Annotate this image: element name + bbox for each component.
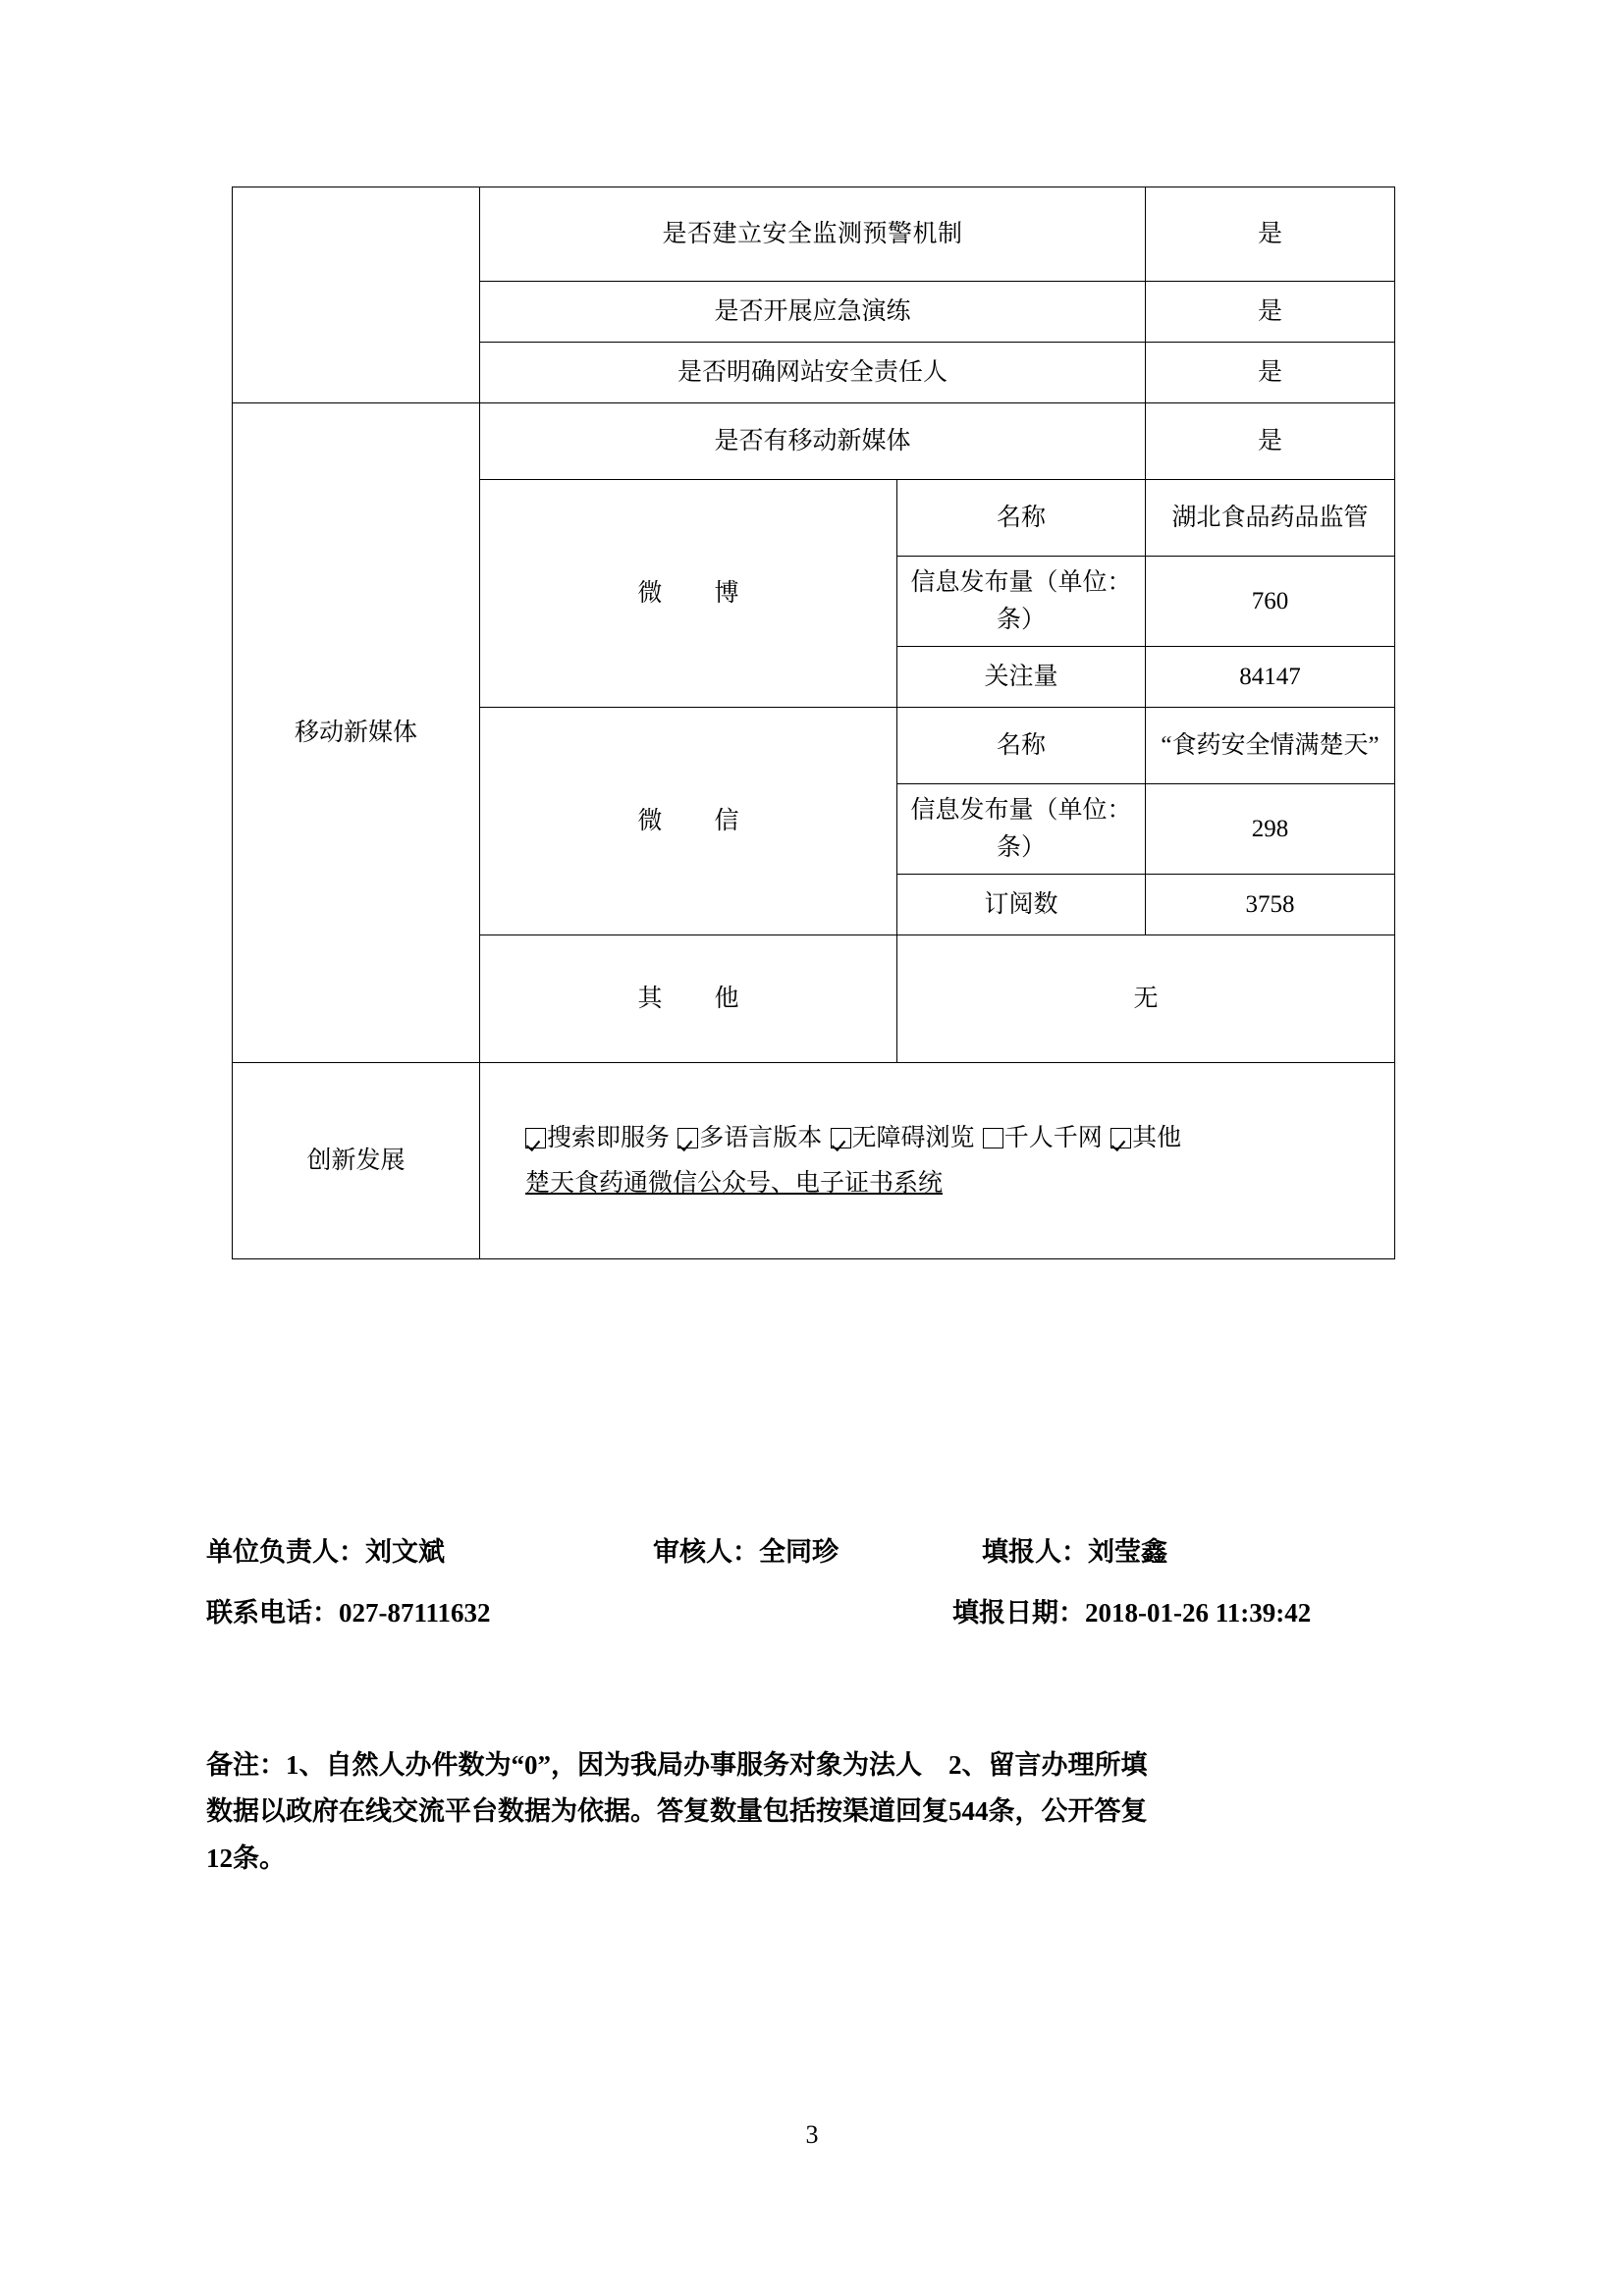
innovation-extra-text: 楚天食药通微信公众号、电子证书系统 (525, 1170, 944, 1198)
subsection-label-weibo: 微 博 (480, 480, 897, 708)
checkbox-other[interactable] (1110, 1128, 1131, 1148)
row-value-weibo-posts: 760 (1146, 557, 1395, 647)
signature-row-1 (206, 1531, 1434, 1592)
innovation-options-cell (480, 1063, 1395, 1259)
row-label-weixin-posts: 信息发布量（单位：条） (897, 784, 1146, 875)
subsection-label-weixin: 微 信 (480, 708, 897, 935)
section-label-mobile-media: 移动新媒体 (233, 403, 480, 1063)
report-form-container (232, 187, 1394, 1259)
section-label-innovation: 创新发展 (233, 1063, 480, 1259)
label-search-as-service: 搜索即服务 (547, 1125, 671, 1152)
row-value-security-warning-mechanism: 是 (1146, 187, 1395, 282)
row-label-weixin-subscribers: 订阅数 (897, 875, 1146, 935)
signature-block (206, 1531, 1434, 1653)
row-value-has-mobile-media: 是 (1146, 403, 1395, 480)
row-value-emergency-drill: 是 (1146, 282, 1395, 343)
checkbox-multi-language[interactable] (677, 1128, 698, 1148)
row-label-weixin-name: 名称 (897, 708, 1146, 784)
row-value-weixin-name: “食药安全情满楚天” (1146, 708, 1395, 784)
row-value-other-media: 无 (897, 935, 1395, 1063)
row-value-weibo-followers: 84147 (1146, 647, 1395, 708)
remark-block (206, 1742, 1414, 1882)
report-form-table (232, 187, 1395, 1259)
row-value-weibo-name: 湖北食品药品监管 (1146, 480, 1395, 557)
label-other: 其他 (1132, 1125, 1182, 1152)
row-label-weibo-name: 名称 (897, 480, 1146, 557)
unit-leader-field: 单位负责人：刘文斌 (206, 1537, 445, 1567)
row-label-security-officer: 是否明确网站安全责任人 (480, 343, 1146, 403)
table-row (233, 403, 1395, 480)
row-value-weixin-posts: 298 (1146, 784, 1395, 875)
checkbox-search-as-service[interactable] (525, 1128, 546, 1148)
contact-phone-field: 联系电话：027-87111632 (206, 1598, 491, 1628)
label-personalized-web: 千人千网 (1003, 1125, 1103, 1152)
label-accessibility: 无障碍浏览 (851, 1125, 975, 1152)
row-label-has-mobile-media: 是否有移动新媒体 (480, 403, 1146, 480)
innovation-checkbox-line (525, 1116, 1365, 1161)
table-row (233, 187, 1395, 282)
report-date-field: 填报日期：2018-01-26 11:39:42 (952, 1598, 1312, 1628)
row-value-weixin-subscribers: 3758 (1146, 875, 1395, 935)
checkbox-personalized-web[interactable] (983, 1128, 1003, 1148)
subsection-label-other-media: 其 他 (480, 935, 897, 1063)
remark-line-1: 备注：1、自然人办件数为“0”，因为我局办事服务对象为法人 2、留言办理所填 (206, 1750, 1148, 1780)
page-number: 3 (805, 2120, 819, 2149)
remark-line-3: 12条。 (206, 1842, 286, 1873)
security-section-label (233, 187, 480, 403)
reporter-field: 填报人：刘莹鑫 (982, 1537, 1167, 1567)
row-label-weibo-posts: 信息发布量（单位：条） (897, 557, 1146, 647)
signature-row-2 (206, 1592, 1434, 1653)
row-value-security-officer: 是 (1146, 343, 1395, 403)
checkbox-accessibility[interactable] (831, 1128, 851, 1148)
row-label-emergency-drill: 是否开展应急演练 (480, 282, 1146, 343)
remark-line-2: 数据以政府在线交流平台数据为依据。答复数量包括按渠道回复544条，公开答复 (206, 1796, 1148, 1827)
row-label-security-warning-mechanism: 是否建立安全监测预警机制 (480, 187, 1146, 282)
label-multi-language: 多语言版本 (699, 1125, 823, 1152)
row-label-weibo-followers: 关注量 (897, 647, 1146, 708)
reviewer-field: 审核人：全同珍 (653, 1537, 839, 1567)
table-row (233, 1063, 1395, 1259)
